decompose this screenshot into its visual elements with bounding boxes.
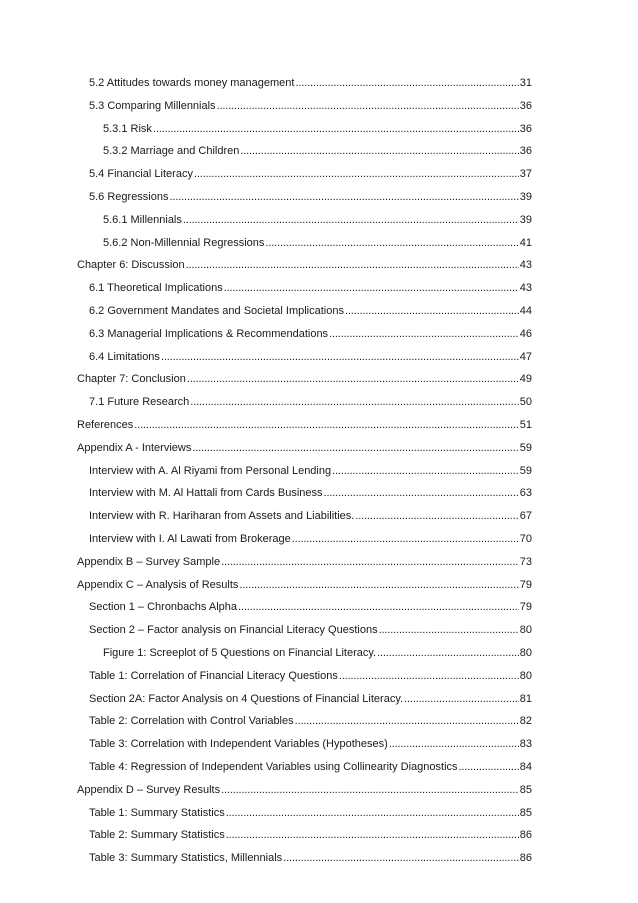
toc-entry-page-number: 85	[519, 806, 532, 819]
dot-leader	[221, 551, 519, 574]
toc-entry-page-number: 83	[519, 738, 532, 751]
toc-entry-title: 5.6.1 Millennials	[103, 213, 182, 226]
dot-leader	[339, 665, 519, 688]
dot-leader	[161, 346, 519, 369]
dot-leader	[238, 596, 519, 619]
dot-leader	[194, 163, 519, 186]
toc-entry-page-number: 70	[519, 532, 532, 545]
toc-entry-page-number: 39	[519, 190, 532, 203]
toc-entry-page-number: 63	[519, 487, 532, 500]
toc-entry[interactable]	[0, 551, 532, 574]
toc-entry-title: Interview with M. Al Hattali from Cards Business	[89, 487, 323, 500]
toc-entry-title: Interview with A. Al Riyami from Personal Lending	[89, 464, 332, 477]
toc-entry-page-number: 46	[519, 327, 532, 340]
dot-leader	[186, 254, 519, 277]
toc-entry-title: References	[77, 418, 134, 431]
toc-entry[interactable]	[0, 619, 532, 642]
toc-entry-title: 5.6.2 Non-Millennial Regressions	[103, 236, 265, 249]
toc-entry-page-number: 36	[519, 145, 532, 158]
toc-entry[interactable]	[0, 460, 532, 483]
dot-leader	[226, 802, 519, 825]
toc-entry[interactable]	[0, 505, 532, 528]
dot-leader	[134, 414, 518, 437]
toc-entry-page-number: 59	[519, 464, 532, 477]
toc-entry[interactable]	[0, 482, 532, 505]
toc-entry-title: Interview with R. Hariharan from Assets and Liabilities.	[89, 510, 355, 523]
toc-entry-page-number: 59	[519, 441, 532, 454]
dot-leader	[183, 209, 519, 232]
toc-entry-title: 6.2 Government Mandates and Societal Implications	[89, 304, 344, 317]
dot-leader	[190, 391, 518, 414]
toc-entry-page-number: 41	[519, 236, 532, 249]
toc-entry-title: Section 2 – Factor analysis on Financial Literacy Questions	[89, 624, 378, 637]
toc-entry-title: 5.6 Regressions	[89, 190, 169, 203]
dot-leader	[379, 619, 519, 642]
toc-entry[interactable]	[0, 710, 532, 733]
toc-entry-page-number: 43	[519, 282, 532, 295]
toc-entry-title: 5.3.1 Risk	[103, 122, 152, 135]
dot-leader	[217, 95, 519, 118]
dot-leader	[295, 710, 519, 733]
toc-entry-page-number: 37	[519, 168, 532, 181]
toc-entry-page-number: 49	[519, 373, 532, 386]
toc-entry-page-number: 36	[519, 122, 532, 135]
dot-leader	[240, 140, 518, 163]
toc-entry[interactable]	[0, 232, 532, 255]
dot-leader	[153, 118, 519, 141]
toc-entry-page-number: 80	[519, 669, 532, 682]
toc-entry[interactable]	[0, 414, 532, 437]
dot-leader	[404, 688, 519, 711]
toc-entry[interactable]	[0, 209, 532, 232]
toc-entry-page-number: 80	[519, 624, 532, 637]
toc-entry-title: Section 1 – Chronbachs Alpha	[89, 601, 237, 614]
dot-leader	[389, 733, 519, 756]
toc-entry-page-number: 86	[519, 829, 532, 842]
toc-entry-page-number: 79	[519, 601, 532, 614]
toc-entry[interactable]	[0, 254, 532, 277]
toc-entry[interactable]	[0, 391, 532, 414]
toc-entry[interactable]	[0, 756, 532, 779]
dot-leader	[187, 368, 519, 391]
toc-entry[interactable]	[0, 574, 532, 597]
dot-leader	[377, 642, 519, 665]
toc-entry-page-number: 47	[519, 350, 532, 363]
toc-entry-title: Table 1: Correlation of Financial Literacy Questions	[89, 669, 338, 682]
toc-entry[interactable]	[0, 346, 532, 369]
toc-entry[interactable]	[0, 665, 532, 688]
dot-leader	[170, 186, 519, 209]
toc-entry[interactable]	[0, 802, 532, 825]
toc-entry-title: Chapter 6: Discussion	[77, 259, 185, 272]
toc-entry-title: 5.3 Comparing Millennials	[89, 99, 216, 112]
toc-entry-title: Table 3: Correlation with Independent Variables (Hypotheses)	[89, 738, 388, 751]
dot-leader	[283, 847, 519, 870]
toc-entry-title: Table 1: Summary Statistics	[89, 806, 225, 819]
dot-leader	[332, 460, 519, 483]
toc-entry-title: 5.4 Financial Literacy	[89, 168, 193, 181]
toc-entry-page-number: 50	[519, 396, 532, 409]
dot-leader	[295, 72, 518, 95]
toc-entry-title: Table 3: Summary Statistics, Millennials	[89, 852, 283, 865]
toc-entry-title: Figure 1: Screeplot of 5 Questions on Financial Literacy.	[103, 646, 377, 659]
toc-entry-page-number: 82	[519, 715, 532, 728]
toc-entry-title: Table 2: Correlation with Control Variables	[89, 715, 294, 728]
toc-entry-page-number: 44	[519, 304, 532, 317]
dot-leader	[329, 323, 519, 346]
toc-entry-page-number: 73	[519, 555, 532, 568]
toc-entry-page-number: 39	[519, 213, 532, 226]
toc-entry[interactable]	[0, 847, 532, 870]
toc-entry-title: 6.1 Theoretical Implications	[89, 282, 223, 295]
toc-entry-page-number: 81	[519, 692, 532, 705]
toc-entry-page-number: 86	[519, 852, 532, 865]
dot-leader	[345, 300, 519, 323]
toc-entry[interactable]	[0, 733, 532, 756]
toc-entry[interactable]	[0, 118, 532, 141]
toc-entry[interactable]	[0, 186, 532, 209]
toc-entry-title: Table 4: Regression of Independent Variables using Collinearity Diagnostics	[89, 760, 458, 773]
toc-entry-page-number: 36	[519, 99, 532, 112]
toc-entry-page-number: 80	[519, 646, 532, 659]
toc-entry[interactable]	[0, 779, 532, 802]
dot-leader	[224, 277, 519, 300]
dot-leader	[265, 232, 518, 255]
toc-entry-title: 5.2 Attitudes towards money management	[89, 77, 295, 89]
toc-entry-title: Chapter 7: Conclusion	[77, 373, 186, 386]
toc-entry[interactable]	[0, 642, 532, 665]
toc-entry[interactable]	[0, 824, 532, 847]
toc-entry-title: Section 2A: Factor Analysis on 4 Questions of Financial Literacy.	[89, 692, 404, 705]
toc-entry-page-number: 67	[519, 510, 532, 523]
toc-entry[interactable]	[0, 163, 532, 186]
toc-entry[interactable]	[0, 528, 532, 551]
toc-entry-title: Interview with I. Al Lawati from Brokerage	[89, 532, 291, 545]
toc-entry[interactable]	[0, 368, 532, 391]
toc-entry-title: 5.3.2 Marriage and Children	[103, 145, 240, 158]
toc-entry-page-number: 43	[519, 259, 532, 272]
toc-entry[interactable]	[0, 323, 532, 346]
dot-leader	[355, 505, 518, 528]
dot-leader	[221, 779, 519, 802]
toc-entry-title: Appendix B – Survey Sample	[77, 555, 221, 568]
toc-entry[interactable]	[0, 688, 532, 711]
toc-entry[interactable]	[0, 140, 532, 163]
toc-entry-title: 6.4 Limitations	[89, 350, 160, 363]
dot-leader	[239, 574, 518, 597]
toc-entry-title: Appendix C – Analysis of Results	[77, 578, 239, 591]
toc-entry[interactable]	[0, 300, 532, 323]
dot-leader	[459, 756, 519, 779]
toc-entry-page-number: 85	[519, 783, 532, 796]
toc-entry[interactable]	[0, 72, 532, 95]
toc-entry-title: 6.3 Managerial Implications & Recommendations	[89, 327, 329, 340]
dot-leader	[292, 528, 519, 551]
toc-entry-page-number: 84	[519, 760, 532, 773]
dot-leader	[226, 824, 519, 847]
toc-entry-title: 7.1 Future Research	[89, 396, 190, 409]
toc-entry[interactable]	[0, 95, 532, 118]
table-of-contents	[0, 72, 638, 870]
toc-entry-page-number: 31	[519, 77, 532, 89]
dot-leader	[324, 482, 519, 505]
toc-entry-title: Appendix D – Survey Results	[77, 783, 221, 796]
toc-entry[interactable]	[0, 596, 532, 619]
toc-entry-page-number: 51	[519, 418, 532, 431]
toc-entry-page-number: 79	[519, 578, 532, 591]
dot-leader	[192, 437, 518, 460]
toc-entry-title: Appendix A - Interviews	[77, 441, 192, 454]
toc-entry[interactable]	[0, 437, 532, 460]
toc-entry-title: Table 2: Summary Statistics	[89, 829, 225, 842]
toc-entry[interactable]	[0, 277, 532, 300]
